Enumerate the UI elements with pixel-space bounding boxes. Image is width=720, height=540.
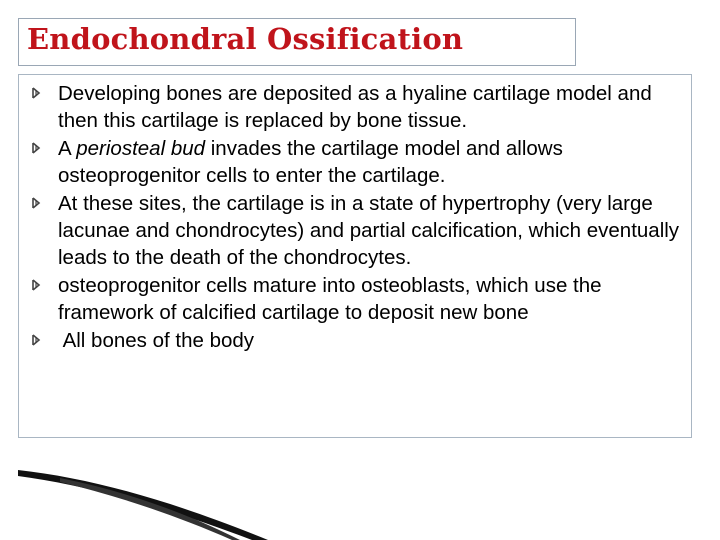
bullet-item: [30, 272, 690, 327]
bullet-glyph-icon: [30, 334, 42, 346]
bullet-glyph-icon: [30, 279, 42, 291]
bullet-text: Developing bones are deposited as a hyaline cartilage model and then this cartilage is replaced by bone tissue.: [58, 82, 652, 133]
bullet-item: [30, 80, 690, 135]
bullet-text: At these sites, the cartilage is in a state of hypertrophy (very large lacunae and chondrocytes) and partial calcification, which eventually leads to the death of the chondrocytes.: [58, 191, 680, 270]
bullet-text-emphasis: periosteal bud: [76, 136, 206, 160]
slide-title: Endochondral Ossification: [27, 22, 464, 56]
bullet-list: [30, 80, 690, 354]
bullet-item: [30, 190, 690, 272]
bullet-text: [58, 137, 563, 187]
bullet-text: All bones of the body: [58, 328, 255, 352]
bullet-text-suffix: invades the cartilage model and allows osteoprogenitor cells to enter the cartilage.: [58, 136, 563, 188]
bullet-glyph-icon: [30, 87, 42, 99]
title-box: [18, 18, 576, 66]
bullet-glyph-icon: [30, 197, 42, 209]
bullet-text-prefix: A: [58, 136, 77, 160]
bullet-text: osteoprogenitor cells mature into osteoblasts, which use the framework of calcified cartilage to deposit new bone: [58, 273, 602, 325]
bullet-glyph-icon: [30, 142, 42, 154]
bullet-item: [30, 327, 690, 354]
bullet-item: [30, 135, 690, 190]
